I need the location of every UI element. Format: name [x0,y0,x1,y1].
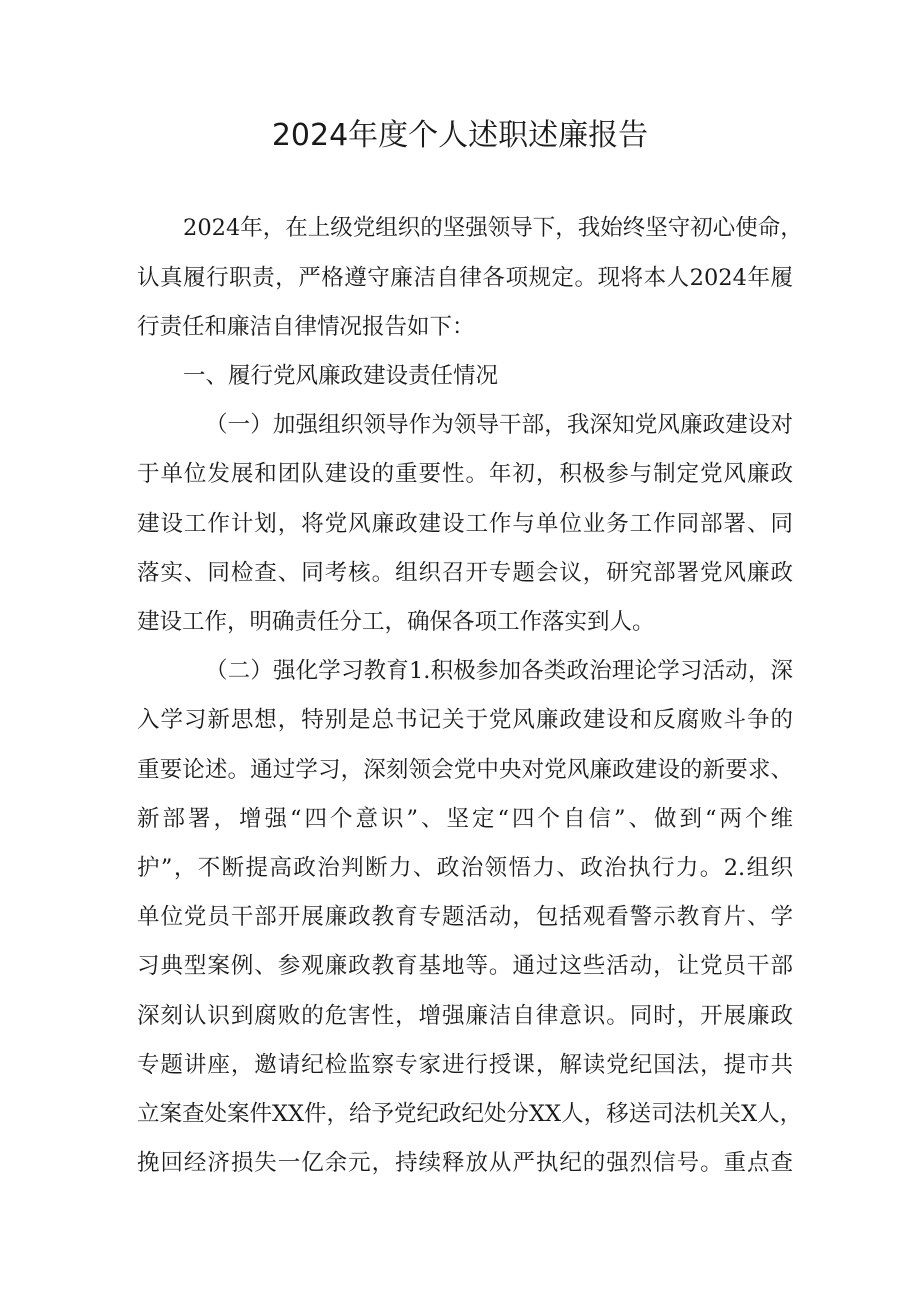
paragraph-line: 建设工作计划，将党风廉政建设工作与单位业务工作同部署、同 [137,511,793,537]
section-heading: 一、履行党风廉政建设责任情况 [183,363,499,389]
paragraph-line: （二）强化学习教育1.积极参加各类政治理论学习活动，深 [205,658,793,684]
paragraph-line: 2024年，在上级党组织的坚强领导下，我始终坚守初心使命， [183,215,803,241]
paragraph-line: 专题讲座，邀请纪检监察专家进行授课，解读党纪国法，提市共 [137,1052,793,1078]
paragraph-line: 重要论述。通过学习，深刻领会党中央对党风廉政建设的新要求、 [137,757,793,783]
paragraph-line: 入学习新思想，特别是总书记关于党风廉政建设和反腐败斗争的 [137,707,793,733]
paragraph-line: 落实、同检查、同考核。组织召开专题会议，研究部署党风廉政 [137,560,793,586]
paragraph-line: 于单位发展和团队建设的重要性。年初，积极参与制定党风廉政 [137,461,793,487]
paragraph-line: 习典型案例、参观廉政教育基地等。通过这些活动，让党员干部 [137,953,793,979]
paragraph-line: 认真履行职责，严格遵守廉洁自律各项规定。现将本人2024年履 [137,265,793,291]
paragraph-line: 立案查处案件XX件，给予党纪政纪处分XX人，移送司法机关X人， [137,1101,803,1127]
document-title: 2024年度个人述职述廉报告 [271,118,649,153]
paragraph-line: 单位党员干部开展廉政教育专题活动，包括观看警示教育片、学 [137,904,793,930]
paragraph-line: （一）加强组织领导作为领导干部，我深知党风廉政建设对 [205,412,793,438]
paragraph-line: 护”，不断提高政治判断力、政治领悟力、政治执行力。2.组织 [137,855,793,881]
paragraph-line: 新部署，增强“四个意识”、坚定“四个自信”、做到“两个维 [137,806,793,832]
paragraph-line: 挽回经济损失一亿余元，持续释放从严执纪的强烈信号。重点查 [137,1150,793,1176]
paragraph-line: 行责任和廉洁自律情况报告如下： [137,314,475,340]
paragraph-line: 深刻认识到腐败的危害性，增强廉洁自律意识。同时，开展廉政 [137,1003,793,1029]
paragraph-line: 建设工作，明确责任分工，确保各项工作落实到人。 [137,609,655,635]
